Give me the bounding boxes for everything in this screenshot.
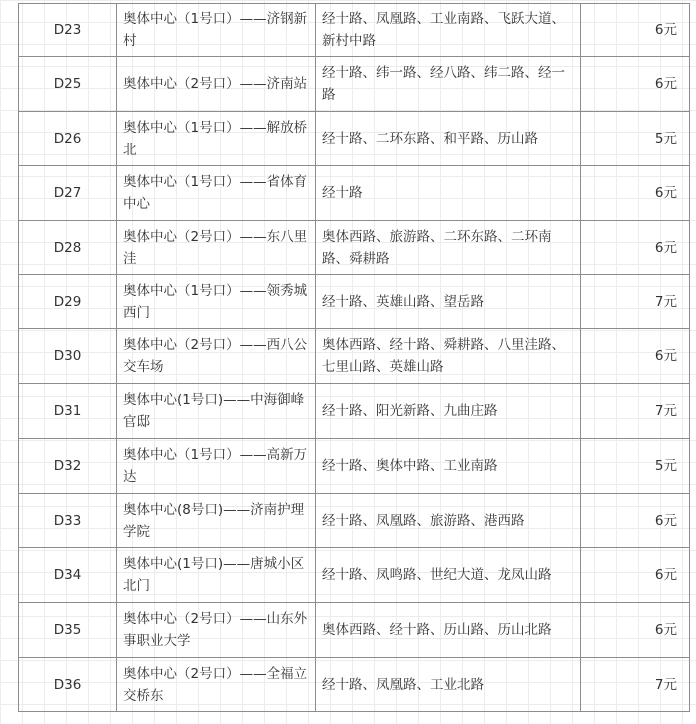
route-roads-text: 奥体西路、旅游路、二环东路、二环南路、舜耕路	[322, 228, 552, 267]
route-roads-cell	[316, 221, 581, 275]
table-row	[19, 275, 690, 329]
route-name-cell	[117, 221, 316, 275]
route-price-text: 6元	[654, 239, 677, 256]
route-code-text: D25	[53, 76, 82, 92]
route-name-cell	[117, 494, 316, 548]
route-code-text: D28	[53, 239, 82, 256]
route-roads-cell	[316, 384, 581, 439]
route-price-text: 7元	[654, 403, 677, 419]
table-row	[19, 494, 690, 548]
route-code-text: D27	[53, 185, 82, 201]
table-row	[19, 57, 690, 112]
route-name-text: 奥体中心（2号口）——全福立交桥东	[123, 665, 308, 704]
route-name-text: 奥体中心（2号口）——山东外事职业大学	[123, 611, 308, 649]
route-price-cell	[581, 4, 690, 57]
route-price-cell	[581, 112, 690, 166]
route-price-cell	[581, 439, 690, 494]
route-roads-text: 经十路	[322, 185, 363, 201]
route-price-text: 6元	[654, 22, 677, 38]
route-name-text: 奥体中心（2号口）——济南站	[123, 76, 308, 92]
route-name-text: 奥体中心（2号口）——西八公交车场	[123, 337, 308, 375]
route-code-cell	[19, 603, 117, 658]
table-row	[19, 658, 690, 712]
route-price-cell	[581, 494, 690, 548]
route-price-text: 6元	[654, 512, 677, 529]
route-name-text: 奥体中心(8号口)——济南护理学院	[123, 501, 305, 540]
route-name-cell	[117, 57, 316, 112]
route-name-text: 奥体中心（1号口）——领秀城西门	[123, 282, 308, 321]
route-code-text: D26	[53, 130, 82, 147]
route-price-cell	[581, 57, 690, 112]
table-row	[19, 548, 690, 603]
route-roads-text: 经十路、凤凰路、工业南路、飞跃大道、新村中路	[322, 11, 565, 49]
table-row	[19, 112, 690, 166]
route-roads-text: 经十路、二环东路、和平路、历山路	[322, 130, 538, 147]
route-code-text: D33	[53, 512, 82, 529]
route-code-text: D30	[53, 348, 82, 364]
route-roads-cell	[316, 439, 581, 494]
table-row	[19, 384, 690, 439]
route-roads-cell	[316, 57, 581, 112]
route-name-text: 奥体中心（1号口）——济钢新村	[123, 11, 308, 49]
route-price-text: 7元	[654, 676, 677, 693]
route-price-text: 6元	[654, 567, 677, 583]
route-price-text: 6元	[654, 185, 677, 201]
route-name-cell	[117, 329, 316, 384]
route-name-text: 奥体中心（2号口）——东八里洼	[123, 228, 308, 267]
route-name-cell	[117, 439, 316, 494]
route-name-cell	[117, 548, 316, 603]
route-price-cell	[581, 384, 690, 439]
route-price-cell	[581, 166, 690, 221]
route-roads-text: 奥体西路、经十路、舜耕路、八里洼路、七里山路、英雄山路	[322, 337, 565, 375]
route-code-cell	[19, 112, 117, 166]
table-row	[19, 166, 690, 221]
route-roads-cell	[316, 658, 581, 712]
route-price-cell	[581, 275, 690, 329]
route-roads-cell	[316, 603, 581, 658]
route-roads-text: 经十路、英雄山路、望岳路	[322, 293, 484, 310]
route-name-text: 奥体中心(1号口)——唐城小区北门	[123, 556, 305, 594]
route-price-text: 7元	[654, 293, 677, 310]
table-row	[19, 603, 690, 658]
route-code-cell	[19, 548, 117, 603]
route-code-cell	[19, 275, 117, 329]
route-code-text: D31	[53, 403, 82, 419]
route-price-text: 6元	[654, 76, 677, 92]
route-code-text: D32	[53, 458, 82, 474]
route-roads-text: 奥体西路、经十路、历山路、历山北路	[322, 622, 552, 638]
route-price-cell	[581, 548, 690, 603]
route-name-cell	[117, 4, 316, 57]
route-name-text: 奥体中心（1号口）——省体育中心	[123, 174, 308, 212]
route-name-cell	[117, 384, 316, 439]
route-code-cell	[19, 658, 117, 712]
route-name-text: 奥体中心(1号口)——中海御峰官邸	[123, 392, 305, 430]
route-price-text: 6元	[654, 622, 677, 638]
route-name-cell	[117, 658, 316, 712]
route-code-cell	[19, 4, 117, 57]
route-roads-text: 经十路、凤鸣路、世纪大道、龙凤山路	[322, 567, 552, 583]
route-code-text: D34	[53, 567, 82, 583]
route-roads-cell	[316, 4, 581, 57]
route-name-cell	[117, 275, 316, 329]
route-roads-cell	[316, 112, 581, 166]
route-code-cell	[19, 384, 117, 439]
route-price-text: 6元	[654, 348, 677, 364]
route-price-cell	[581, 603, 690, 658]
route-roads-cell	[316, 494, 581, 548]
route-roads-cell	[316, 548, 581, 603]
route-code-cell	[19, 166, 117, 221]
route-code-text: D29	[53, 293, 82, 310]
table-row	[19, 221, 690, 275]
route-code-cell	[19, 494, 117, 548]
route-price-cell	[581, 221, 690, 275]
route-roads-cell	[316, 275, 581, 329]
route-roads-text: 经十路、纬一路、经八路、纬二路、经一路	[322, 65, 565, 103]
bus-route-table	[18, 3, 690, 712]
route-price-cell	[581, 658, 690, 712]
route-name-text: 奥体中心（1号口）——解放桥北	[123, 119, 308, 158]
route-roads-text: 经十路、阳光新路、九曲庄路	[322, 403, 498, 419]
route-code-text: D35	[53, 622, 82, 638]
route-code-cell	[19, 221, 117, 275]
route-roads-text: 经十路、奥体中路、工业南路	[322, 458, 498, 474]
route-name-cell	[117, 603, 316, 658]
route-code-cell	[19, 57, 117, 112]
table-row	[19, 329, 690, 384]
table-row	[19, 4, 690, 57]
route-price-text: 5元	[654, 458, 677, 474]
route-price-text: 5元	[654, 130, 677, 147]
route-name-cell	[117, 112, 316, 166]
table-row	[19, 439, 690, 494]
route-code-text: D23	[53, 22, 82, 38]
route-code-cell	[19, 439, 117, 494]
route-code-text: D36	[53, 676, 82, 693]
route-roads-text: 经十路、凤凰路、工业北路	[322, 676, 484, 693]
route-roads-text: 经十路、凤凰路、旅游路、港西路	[322, 512, 525, 529]
route-name-cell	[117, 166, 316, 221]
route-code-cell	[19, 329, 117, 384]
route-roads-cell	[316, 329, 581, 384]
route-table-body	[19, 4, 690, 712]
route-name-text: 奥体中心（1号口）——高新万达	[123, 447, 308, 485]
route-roads-cell	[316, 166, 581, 221]
route-price-cell	[581, 329, 690, 384]
